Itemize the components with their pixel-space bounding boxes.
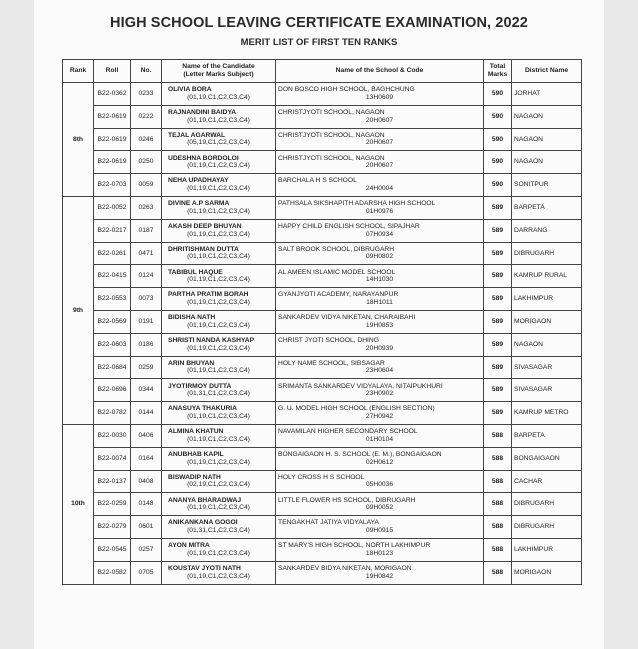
candidate-cell	[162, 242, 276, 265]
candidate-subjects: (01,19,C1,C2,C3,C4)	[187, 321, 250, 329]
school-code: 13H0609	[365, 93, 394, 101]
roll-cell: B22-0569	[94, 310, 131, 333]
school-cell	[276, 379, 484, 402]
candidate-name: SHRISTI NANDA KASHYAP	[168, 336, 255, 344]
school-cell	[276, 516, 484, 539]
number-cell: 0246	[131, 128, 162, 151]
candidate-name: AKASH DEEP BHUYAN	[168, 222, 242, 230]
school-code: 07H0934	[365, 230, 394, 238]
school-code: 09H0915	[365, 527, 394, 535]
school-name: AL AMEEN ISLAMIC MODEL SCHOOL	[278, 268, 396, 276]
candidate-cell	[162, 379, 276, 402]
candidate-subjects: (01,19,C1,C2,C3,C4)	[187, 253, 250, 261]
candidate-name: ANUBHAB KAPIL	[168, 450, 224, 458]
candidate-name: TABIBUL HAQUE	[168, 268, 223, 276]
school-name: GYANJYOTI ACADEMY, NARAYANPUR	[278, 291, 399, 299]
total-marks-cell: 589	[484, 402, 512, 425]
merit-table-body	[63, 83, 582, 585]
merit-list-table	[62, 59, 582, 585]
school-code: 23H0604	[365, 367, 394, 375]
candidate-name: OLIVIA BORA	[168, 86, 212, 94]
school-cell	[276, 219, 484, 242]
header-no: No.	[131, 60, 162, 83]
school-name: SANKARDEV VIDYA NIKETAN, CHARAIBAHI	[278, 314, 416, 322]
total-marks-cell: 590	[484, 174, 512, 197]
number-cell: 0187	[131, 219, 162, 242]
candidate-subjects: (01,19,C1,C2,C3,C4)	[187, 93, 250, 101]
total-marks-cell: 589	[484, 333, 512, 356]
district-cell: LAKHIMPUR	[512, 538, 582, 561]
roll-cell: B22-0259	[94, 493, 131, 516]
total-marks-cell: 589	[484, 196, 512, 219]
table-row	[63, 379, 582, 402]
total-marks-cell: 589	[484, 310, 512, 333]
number-cell: 0222	[131, 105, 162, 128]
district-cell: SIVASAGAR	[512, 379, 582, 402]
candidate-subjects: (02,19,C1,C2,C3,C4)	[187, 481, 250, 489]
school-cell	[276, 105, 484, 128]
number-cell: 0059	[131, 174, 162, 197]
candidate-subjects: (01,19,C1,C2,C3,C4)	[187, 116, 250, 124]
candidate-cell	[162, 424, 276, 447]
candidate-subjects: (01,19,C1,C2,C3,C4)	[187, 435, 250, 443]
header-total-line1: Total	[489, 63, 506, 71]
school-cell	[276, 83, 484, 106]
table-row	[63, 105, 582, 128]
candidate-cell	[162, 310, 276, 333]
roll-cell: B22-0684	[94, 356, 131, 379]
district-cell: CACHAR	[512, 470, 582, 493]
candidate-name: DHRITISHMAN DUTTA	[168, 245, 239, 253]
number-cell: 0148	[131, 493, 162, 516]
candidate-cell	[162, 561, 276, 584]
school-name: ST MARY'S HIGH SCHOOL, NORTH LAKHIMPUR	[278, 542, 431, 550]
school-name: SRIMANTA SANKARDEV VIDYALAYA, NITAIPUKHURI	[278, 382, 443, 390]
district-cell: DIBRUGARH	[512, 493, 582, 516]
table-row	[63, 265, 582, 288]
district-cell: KAMRUP RURAL	[512, 265, 582, 288]
district-cell: DIBRUGARH	[512, 516, 582, 539]
candidate-cell	[162, 538, 276, 561]
number-cell: 0471	[131, 242, 162, 265]
district-cell: MORIGAON	[512, 561, 582, 584]
candidate-name: BISWADIP NATH	[168, 473, 221, 481]
roll-cell: B22-0703	[94, 174, 131, 197]
total-marks-cell: 588	[484, 424, 512, 447]
table-row	[63, 219, 582, 242]
candidate-name: AYON MITRA	[168, 542, 210, 550]
candidate-name: TEJAL AGARWAL	[168, 131, 226, 139]
table-row	[63, 310, 582, 333]
school-code: 09H0802	[365, 253, 394, 261]
school-code: 23H0902	[365, 390, 394, 398]
candidate-subjects: (01,19,C1,C2,C3,C4)	[187, 413, 250, 421]
table-row	[63, 288, 582, 311]
table-row	[63, 128, 582, 151]
number-cell: 0406	[131, 424, 162, 447]
school-code: 14H1030	[365, 276, 394, 284]
table-row	[63, 447, 582, 470]
header-school: Name of the School & Code	[276, 60, 484, 83]
candidate-subjects: (01,19,C1,C2,C3,C4)	[187, 504, 250, 512]
roll-cell: B22-0696	[94, 379, 131, 402]
total-marks-cell: 589	[484, 265, 512, 288]
district-cell: KAMRUP METRO	[512, 402, 582, 425]
school-name: LITTLE FLOWER HS SCHOOL, DIBRUGARH	[278, 496, 416, 504]
candidate-subjects: (01,19,C1,C2,C3,C4)	[187, 276, 250, 284]
number-cell: 0344	[131, 379, 162, 402]
total-marks-cell: 589	[484, 219, 512, 242]
number-cell: 0164	[131, 447, 162, 470]
district-cell: SIVASAGAR	[512, 356, 582, 379]
header-district: District Name	[512, 60, 582, 83]
school-code: 20H0607	[365, 162, 394, 170]
candidate-subjects: (01,19,C1,C2,C3,C4)	[187, 207, 250, 215]
total-marks-cell: 588	[484, 538, 512, 561]
school-name: CHRISTJYOTI SCHOOL, NAGAON	[278, 154, 385, 162]
number-cell: 0263	[131, 196, 162, 219]
total-marks-cell: 588	[484, 447, 512, 470]
district-cell: SONITPUR	[512, 174, 582, 197]
document-title: HIGH SCHOOL LEAVING CERTIFICATE EXAMINATION, 2022	[110, 15, 528, 31]
total-marks-cell: 589	[484, 356, 512, 379]
total-marks-cell: 588	[484, 516, 512, 539]
total-marks-cell: 589	[484, 379, 512, 402]
roll-cell: B22-0545	[94, 538, 131, 561]
number-cell: 0257	[131, 538, 162, 561]
table-header-row	[63, 60, 582, 83]
school-name: HOLY NAME SCHOOL, SIBSAGAR	[278, 359, 385, 367]
district-cell: BONGAIGAON	[512, 447, 582, 470]
number-cell: 0705	[131, 561, 162, 584]
school-cell	[276, 242, 484, 265]
district-cell: DARRANG	[512, 219, 582, 242]
header-roll: Roll	[94, 60, 131, 83]
school-name: NAVAMILAN HIGHER SECONDARY SCHOOL	[278, 428, 418, 436]
roll-cell: B22-0619	[94, 151, 131, 174]
number-cell: 0073	[131, 288, 162, 311]
school-code: 24H0004	[365, 185, 394, 193]
number-cell: 0124	[131, 265, 162, 288]
number-cell: 0259	[131, 356, 162, 379]
table-row	[63, 561, 582, 584]
school-cell	[276, 174, 484, 197]
candidate-name: RAJNANDINI BAIDYA	[168, 108, 237, 116]
rank-cell: 10th	[63, 424, 94, 584]
roll-cell: B22-0619	[94, 128, 131, 151]
school-code: 20H0939	[365, 344, 394, 352]
school-name: SANKARDEV BIDYA NIKETAN, MORIGAON	[278, 564, 412, 572]
district-cell: LAKHIMPUR	[512, 288, 582, 311]
school-code: 20H0607	[365, 139, 394, 147]
number-cell: 0408	[131, 470, 162, 493]
candidate-subjects: (01,19,C1,C2,C3,C4)	[187, 162, 250, 170]
roll-cell: B22-0553	[94, 288, 131, 311]
school-cell	[276, 128, 484, 151]
candidate-subjects: (01,19,C1,C2,C3,C4)	[187, 458, 250, 466]
number-cell: 0191	[131, 310, 162, 333]
number-cell: 0250	[131, 151, 162, 174]
candidate-name: ANASUYA THAKURIA	[168, 405, 237, 413]
roll-cell: B22-0415	[94, 265, 131, 288]
candidate-name: ANIKANKANA GOGOI	[168, 519, 238, 527]
number-cell: 0233	[131, 83, 162, 106]
header-rank: Rank	[63, 60, 94, 83]
school-name: BONGAIGAON H. S. SCHOOL (E. M.), BONGAIGAON	[278, 450, 442, 458]
school-cell	[276, 424, 484, 447]
school-name: SALT BROOK SCHOOL, DIBRUGARH	[278, 245, 395, 253]
district-cell: NAGAON	[512, 151, 582, 174]
roll-cell: B22-0217	[94, 219, 131, 242]
table-row	[63, 402, 582, 425]
table-row	[63, 333, 582, 356]
school-cell	[276, 196, 484, 219]
school-code: 01H0976	[365, 207, 394, 215]
school-cell	[276, 561, 484, 584]
candidate-cell	[162, 105, 276, 128]
candidate-subjects: (01,31,C1,C2,C3,C4)	[187, 390, 250, 398]
district-cell: JORHAT	[512, 83, 582, 106]
header-candidate-line1: Name of the Candidate	[182, 63, 255, 71]
number-cell: 0186	[131, 333, 162, 356]
school-code: 20H0607	[365, 116, 394, 124]
table-row	[63, 242, 582, 265]
school-cell	[276, 447, 484, 470]
table-row	[63, 424, 582, 447]
roll-cell: B22-0362	[94, 83, 131, 106]
school-cell	[276, 265, 484, 288]
school-cell	[276, 151, 484, 174]
candidate-subjects: (01,19,C1,C2,C3,C4)	[187, 230, 250, 238]
roll-cell: B22-0782	[94, 402, 131, 425]
header-total-line2: Marks	[487, 71, 508, 78]
candidate-cell	[162, 219, 276, 242]
roll-cell: B22-0261	[94, 242, 131, 265]
school-name: TENGAKHAT JATIYA VIDYALAYA	[278, 519, 379, 527]
candidate-subjects: (01,31,C1,C2,C3,C4)	[187, 527, 250, 535]
school-name: HOLY CROSS H S SCHOOL	[278, 473, 365, 481]
candidate-name: BIDISHA NATH	[168, 314, 216, 322]
school-name: G. U. MODEL HIGH SCHOOL (ENGLISH SECTION)	[278, 405, 435, 413]
candidate-cell	[162, 196, 276, 219]
school-cell	[276, 470, 484, 493]
total-marks-cell: 590	[484, 151, 512, 174]
school-code: 09H0052	[365, 504, 394, 512]
district-cell: BARPETA	[512, 196, 582, 219]
school-cell	[276, 288, 484, 311]
roll-cell: B22-0137	[94, 470, 131, 493]
school-name: HAPPY CHILD ENGLISH SCHOOL, SIPAJHAR	[278, 222, 420, 230]
number-cell: 0601	[131, 516, 162, 539]
district-cell: NAGAON	[512, 333, 582, 356]
table-row	[63, 83, 582, 106]
rank-cell: 8th	[63, 83, 94, 197]
table-row	[63, 196, 582, 219]
header-candidate	[162, 60, 276, 83]
roll-cell: B22-0030	[94, 424, 131, 447]
school-name: CHRIST JYOTI SCHOOL, DHING	[278, 336, 379, 344]
district-cell: MORIGAON	[512, 310, 582, 333]
candidate-cell	[162, 288, 276, 311]
table-row	[63, 174, 582, 197]
school-cell	[276, 333, 484, 356]
total-marks-cell: 588	[484, 470, 512, 493]
candidate-cell	[162, 333, 276, 356]
table-row	[63, 356, 582, 379]
school-code: 19H0853	[365, 321, 394, 329]
candidate-name: NEHA UPADHAYAY	[168, 177, 229, 185]
candidate-name: UDESHNA BORDOLOI	[168, 154, 239, 162]
table-row	[63, 470, 582, 493]
district-cell: NAGAON	[512, 128, 582, 151]
candidate-cell	[162, 265, 276, 288]
total-marks-cell: 590	[484, 83, 512, 106]
school-name: PATHSALA SIKSHAPITH ADARSHA HIGH SCHOOL	[278, 200, 436, 208]
header-candidate-line2: (Letter Marks Subject)	[183, 71, 254, 78]
school-code: 18H0123	[365, 549, 394, 557]
candidate-subjects: (05,19,C1,C2,C3,C4)	[187, 139, 250, 147]
candidate-subjects: (01,19,C1,C2,C3,C4)	[187, 299, 250, 307]
school-name: BARCHALA H S SCHOOL	[278, 177, 357, 185]
candidate-subjects: (01,19,C1,C2,C3,C4)	[187, 572, 250, 580]
school-name: CHRISTJYOTI SCHOOL, NAGAON	[278, 131, 385, 139]
candidate-name: JYOTIRMOY DUTTA	[168, 382, 232, 390]
district-cell: BARPETA	[512, 424, 582, 447]
roll-cell: B22-0074	[94, 447, 131, 470]
school-cell	[276, 402, 484, 425]
total-marks-cell: 589	[484, 242, 512, 265]
candidate-cell	[162, 174, 276, 197]
district-cell: NAGAON	[512, 105, 582, 128]
school-code: 02H0612	[365, 458, 394, 466]
header-total	[484, 60, 512, 83]
table-row	[63, 516, 582, 539]
candidate-cell	[162, 356, 276, 379]
candidate-cell	[162, 402, 276, 425]
candidate-subjects: (01,19,C1,C2,C3,C4)	[187, 185, 250, 193]
candidate-cell	[162, 447, 276, 470]
roll-cell: B22-0619	[94, 105, 131, 128]
total-marks-cell: 588	[484, 493, 512, 516]
candidate-subjects: (01,19,C1,C2,C3,C4)	[187, 367, 250, 375]
candidate-name: ARIN BHUYAN	[168, 359, 215, 367]
school-cell	[276, 493, 484, 516]
candidate-name: PARTHA PRATIM BORAH	[168, 291, 249, 299]
district-cell: DIBRUGARH	[512, 242, 582, 265]
school-code: 18H1011	[366, 299, 393, 307]
number-cell: 0144	[131, 402, 162, 425]
candidate-cell	[162, 470, 276, 493]
candidate-name: ANANYA BHARADWAJ	[168, 496, 242, 504]
total-marks-cell: 589	[484, 288, 512, 311]
school-name: CHRISTJYOTI SCHOOL, NAGAON	[278, 108, 385, 116]
candidate-subjects: (01,19,C1,C2,C3,C4)	[187, 344, 250, 352]
school-name: DON BOSCO HIGH SCHOOL, BAGHCHUNG	[278, 86, 415, 94]
candidate-cell	[162, 83, 276, 106]
document-page	[34, 0, 604, 649]
candidate-name: KOUSTAV JYOTI NATH	[168, 564, 241, 572]
roll-cell: B22-0582	[94, 561, 131, 584]
candidate-name: DIVINE A.P SARMA	[168, 200, 230, 208]
total-marks-cell: 590	[484, 105, 512, 128]
school-cell	[276, 356, 484, 379]
school-cell	[276, 310, 484, 333]
school-code: 05H0036	[365, 481, 394, 489]
school-code: 19H0842	[365, 572, 394, 580]
school-cell	[276, 538, 484, 561]
table-row	[63, 493, 582, 516]
table-row	[63, 151, 582, 174]
total-marks-cell: 590	[484, 128, 512, 151]
school-code: 27H0942	[365, 413, 394, 421]
rank-cell: 9th	[63, 196, 94, 424]
roll-cell: B22-0603	[94, 333, 131, 356]
candidate-cell	[162, 151, 276, 174]
candidate-name: ALMINA KHATUN	[168, 428, 224, 436]
candidate-cell	[162, 128, 276, 151]
candidate-cell	[162, 516, 276, 539]
candidate-subjects: (01,19,C1,C2,C3,C4)	[187, 549, 250, 557]
table-row	[63, 538, 582, 561]
candidate-cell	[162, 493, 276, 516]
total-marks-cell: 588	[484, 561, 512, 584]
document-subtitle: MERIT LIST OF FIRST TEN RANKS	[240, 37, 398, 48]
school-code: 01H0104	[365, 435, 394, 443]
roll-cell: B22-0279	[94, 516, 131, 539]
roll-cell: B22-0052	[94, 196, 131, 219]
